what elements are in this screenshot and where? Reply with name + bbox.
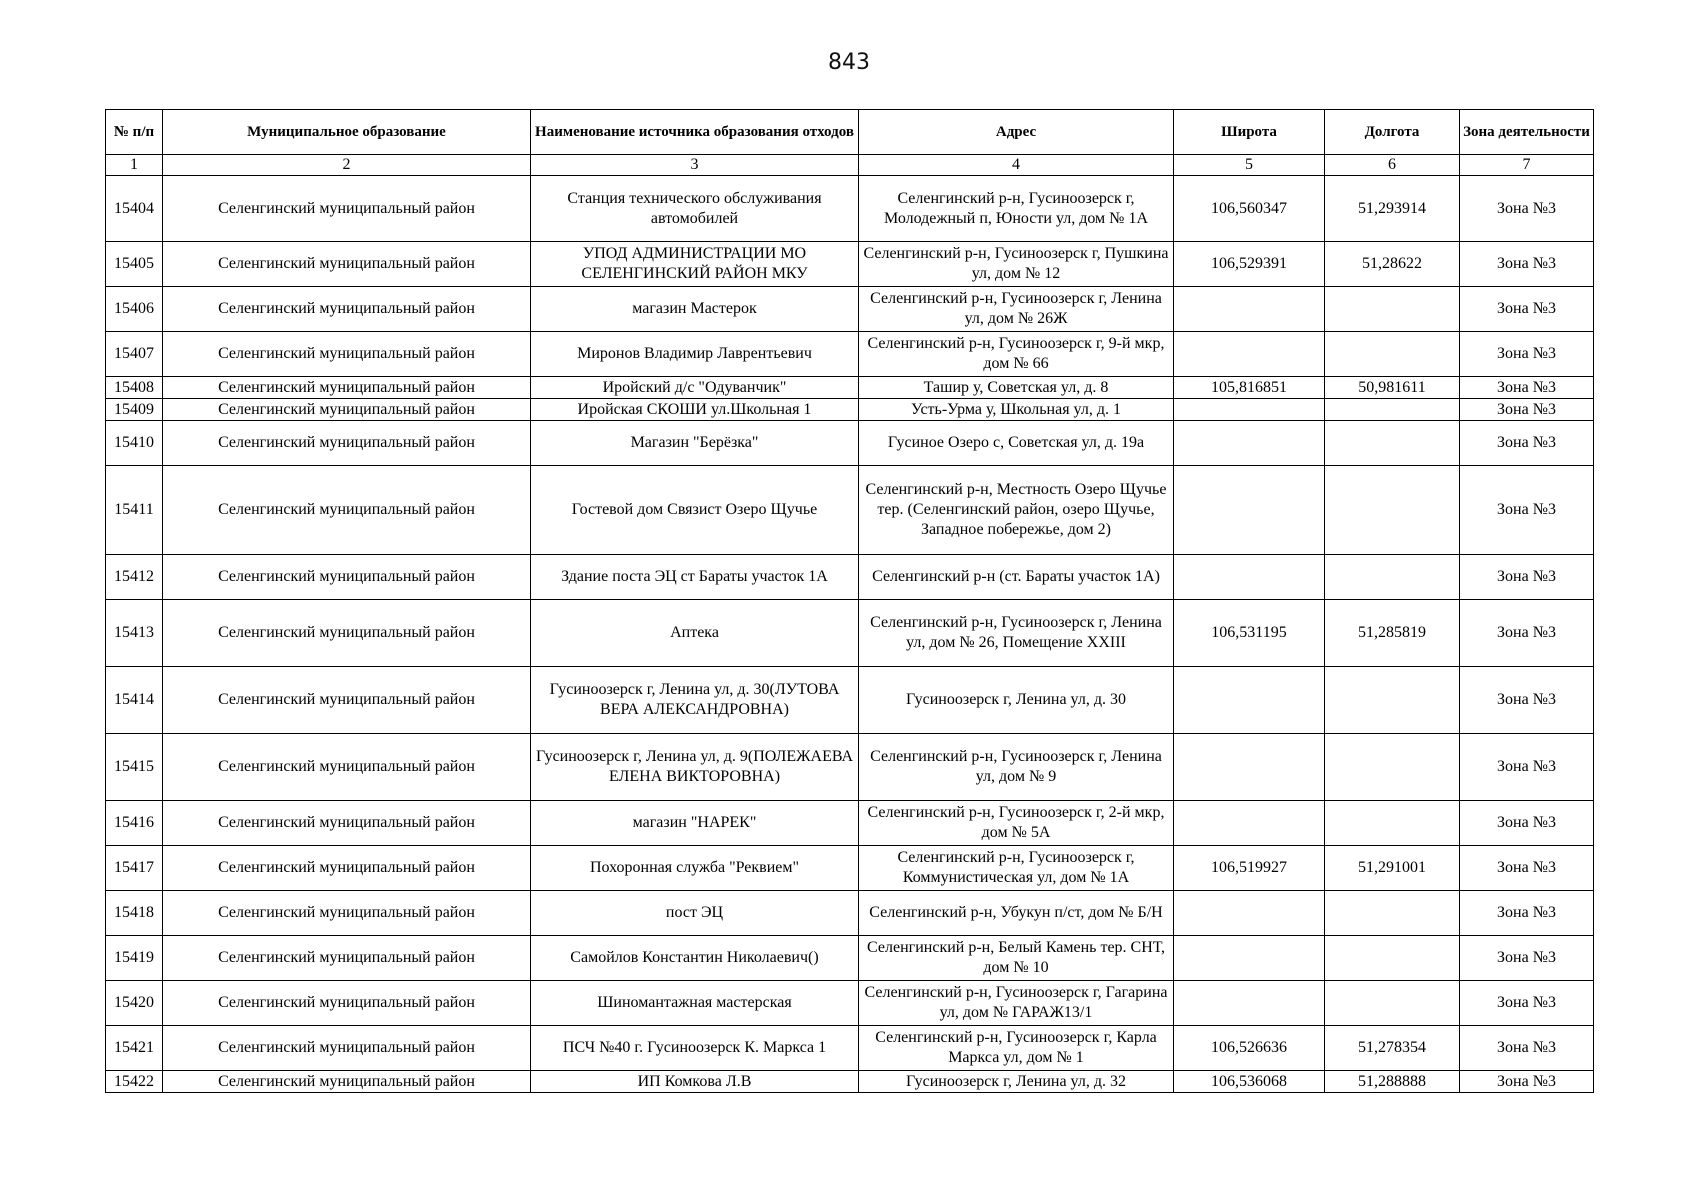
column-number: 3 (531, 155, 859, 176)
latitude-cell (1174, 466, 1325, 555)
address-cell: Селенгинский р-н, Гусиноозерск г, Гагарина ул, дом № ГАРАЖ13/1 (859, 981, 1174, 1026)
municipality-cell: Селенгинский муниципальный район (163, 801, 531, 846)
table-row (106, 555, 1594, 600)
table-row (106, 734, 1594, 801)
column-numbers-row (106, 155, 1594, 176)
municipality-cell: Селенгинский муниципальный район (163, 287, 531, 332)
municipality-cell: Селенгинский муниципальный район (163, 734, 531, 801)
longitude-cell (1325, 936, 1460, 981)
column-number: 6 (1325, 155, 1460, 176)
column-number: 1 (106, 155, 163, 176)
latitude-cell: 106,529391 (1174, 242, 1325, 287)
table-row (106, 176, 1594, 242)
source-name-cell: Иройский д/с "Одуванчик" (531, 377, 859, 399)
municipality-cell: Селенгинский муниципальный район (163, 421, 531, 466)
source-name-cell: Похоронная служба "Реквием" (531, 846, 859, 891)
municipality-cell: Селенгинский муниципальный район (163, 377, 531, 399)
longitude-cell: 51,293914 (1325, 176, 1460, 242)
latitude-cell: 106,519927 (1174, 846, 1325, 891)
longitude-cell (1325, 981, 1460, 1026)
zone-cell: Зона №3 (1460, 399, 1594, 421)
zone-cell: Зона №3 (1460, 936, 1594, 981)
address-cell: Селенгинский р-н (ст. Бараты участок 1А) (859, 555, 1174, 600)
address-cell: Селенгинский р-н, Гусиноозерск г, Карла Маркса ул, дом № 1 (859, 1026, 1174, 1071)
row-number: 15405 (106, 242, 163, 287)
column-number: 2 (163, 155, 531, 176)
latitude-cell (1174, 667, 1325, 734)
latitude-cell (1174, 287, 1325, 332)
row-number: 15411 (106, 466, 163, 555)
longitude-cell (1325, 287, 1460, 332)
municipality-cell: Селенгинский муниципальный район (163, 600, 531, 667)
header-zone: Зона деятельности (1460, 110, 1594, 155)
zone-cell: Зона №3 (1460, 332, 1594, 377)
zone-cell: Зона №3 (1460, 981, 1594, 1026)
source-name-cell: Миронов Владимир Лаврентьевич (531, 332, 859, 377)
source-name-cell: Гусиноозерск г, Ленина ул, д. 9(ПОЛЕЖАЕВА ЕЛЕНА ВИКТОРОВНА) (531, 734, 859, 801)
table-row (106, 466, 1594, 555)
longitude-cell (1325, 891, 1460, 936)
table-row (106, 801, 1594, 846)
municipality-cell: Селенгинский муниципальный район (163, 332, 531, 377)
zone-cell: Зона №3 (1460, 1026, 1594, 1071)
source-name-cell: Иройская СКОШИ ул.Школьная 1 (531, 399, 859, 421)
address-cell: Селенгинский р-н, Гусиноозерск г, Ленина ул, дом № 9 (859, 734, 1174, 801)
address-cell: Селенгинский р-н, Гусиноозерск г, Ленина ул, дом № 26Ж (859, 287, 1174, 332)
header-source: Наименование источника образования отходов (531, 110, 859, 155)
zone-cell: Зона №3 (1460, 667, 1594, 734)
latitude-cell: 105,816851 (1174, 377, 1325, 399)
zone-cell: Зона №3 (1460, 176, 1594, 242)
latitude-cell (1174, 801, 1325, 846)
address-cell: Гусиное Озеро с, Советская ул, д. 19а (859, 421, 1174, 466)
latitude-cell (1174, 936, 1325, 981)
row-number: 15413 (106, 600, 163, 667)
longitude-cell: 51,288888 (1325, 1071, 1460, 1093)
source-name-cell: Здание поста ЭЦ ст Бараты участок 1А (531, 555, 859, 600)
address-cell: Усть-Урма у, Школьная ул, д. 1 (859, 399, 1174, 421)
zone-cell: Зона №3 (1460, 242, 1594, 287)
municipality-cell: Селенгинский муниципальный район (163, 242, 531, 287)
longitude-cell (1325, 667, 1460, 734)
row-number: 15409 (106, 399, 163, 421)
column-number: 7 (1460, 155, 1594, 176)
row-number: 15412 (106, 555, 163, 600)
table-row (106, 981, 1594, 1026)
source-name-cell: Аптека (531, 600, 859, 667)
table-row (106, 421, 1594, 466)
source-name-cell: Гусиноозерск г, Ленина ул, д. 30(ЛУТОВА ВЕРА АЛЕКСАНДРОВНА) (531, 667, 859, 734)
page-number: 843 (828, 50, 870, 75)
source-name-cell: Гостевой дом Связист Озеро Щучье (531, 466, 859, 555)
municipality-cell: Селенгинский муниципальный район (163, 891, 531, 936)
source-name-cell: Шиномантажная мастерская (531, 981, 859, 1026)
latitude-cell (1174, 332, 1325, 377)
longitude-cell (1325, 801, 1460, 846)
table-row (106, 891, 1594, 936)
waste-sources-table (105, 109, 1594, 1093)
address-cell: Селенгинский р-н, Белый Камень тер. СНТ, дом № 10 (859, 936, 1174, 981)
address-cell: Селенгинский р-н, Гусиноозерск г, Молодежный п, Юности ул, дом № 1А (859, 176, 1174, 242)
longitude-cell (1325, 555, 1460, 600)
header-longitude: Долгота (1325, 110, 1460, 155)
row-number: 15408 (106, 377, 163, 399)
column-number: 4 (859, 155, 1174, 176)
address-cell: Селенгинский р-н, Гусиноозерск г, Ленина ул, дом № 26, Помещение XXIII (859, 600, 1174, 667)
longitude-cell: 51,28622 (1325, 242, 1460, 287)
longitude-cell (1325, 421, 1460, 466)
header-latitude: Широта (1174, 110, 1325, 155)
zone-cell: Зона №3 (1460, 466, 1594, 555)
row-number: 15417 (106, 846, 163, 891)
header-num: № п/п (106, 110, 163, 155)
header-row (106, 110, 1594, 155)
longitude-cell (1325, 332, 1460, 377)
source-name-cell: магазин Мастерок (531, 287, 859, 332)
latitude-cell (1174, 421, 1325, 466)
municipality-cell: Селенгинский муниципальный район (163, 399, 531, 421)
longitude-cell: 51,291001 (1325, 846, 1460, 891)
table-row (106, 399, 1594, 421)
municipality-cell: Селенгинский муниципальный район (163, 1026, 531, 1071)
longitude-cell: 51,278354 (1325, 1026, 1460, 1071)
table-row (106, 1026, 1594, 1071)
address-cell: Гусиноозерск г, Ленина ул, д. 32 (859, 1071, 1174, 1093)
source-name-cell: Самойлов Константин Николаевич() (531, 936, 859, 981)
longitude-cell (1325, 399, 1460, 421)
address-cell: Селенгинский р-н, Местность Озеро Щучье тер. (Селенгинский район, озеро Щучье, Западное побережье, дом 2) (859, 466, 1174, 555)
row-number: 15422 (106, 1071, 163, 1093)
address-cell: Селенгинский р-н, Убукун п/ст, дом № Б/Н (859, 891, 1174, 936)
zone-cell: Зона №3 (1460, 734, 1594, 801)
row-number: 15414 (106, 667, 163, 734)
zone-cell: Зона №3 (1460, 600, 1594, 667)
row-number: 15421 (106, 1026, 163, 1071)
source-name-cell: ИП Комкова Л.В (531, 1071, 859, 1093)
longitude-cell (1325, 734, 1460, 801)
header-municipality: Муниципальное образование (163, 110, 531, 155)
table-row (106, 377, 1594, 399)
municipality-cell: Селенгинский муниципальный район (163, 981, 531, 1026)
table-body (106, 176, 1594, 1093)
table-row (106, 846, 1594, 891)
zone-cell: Зона №3 (1460, 377, 1594, 399)
row-number: 15410 (106, 421, 163, 466)
row-number: 15404 (106, 176, 163, 242)
latitude-cell (1174, 891, 1325, 936)
table-row (106, 936, 1594, 981)
address-cell: Селенгинский р-н, Гусиноозерск г, 2-й мкр, дом № 5А (859, 801, 1174, 846)
address-cell: Селенгинский р-н, Гусиноозерск г, Коммунистическая ул, дом № 1А (859, 846, 1174, 891)
row-number: 15416 (106, 801, 163, 846)
municipality-cell: Селенгинский муниципальный район (163, 466, 531, 555)
latitude-cell: 106,526636 (1174, 1026, 1325, 1071)
zone-cell: Зона №3 (1460, 891, 1594, 936)
table-row (106, 287, 1594, 332)
row-number: 15418 (106, 891, 163, 936)
address-cell: Гусиноозерск г, Ленина ул, д. 30 (859, 667, 1174, 734)
zone-cell: Зона №3 (1460, 555, 1594, 600)
address-cell: Ташир у, Советская ул, д. 8 (859, 377, 1174, 399)
row-number: 15415 (106, 734, 163, 801)
header-address: Адрес (859, 110, 1174, 155)
longitude-cell (1325, 466, 1460, 555)
latitude-cell: 106,536068 (1174, 1071, 1325, 1093)
latitude-cell (1174, 555, 1325, 600)
municipality-cell: Селенгинский муниципальный район (163, 936, 531, 981)
municipality-cell: Селенгинский муниципальный район (163, 1071, 531, 1093)
zone-cell: Зона №3 (1460, 1071, 1594, 1093)
source-name-cell: УПОД АДМИНИСТРАЦИИ МО СЕЛЕНГИНСКИЙ РАЙОН МКУ (531, 242, 859, 287)
municipality-cell: Селенгинский муниципальный район (163, 846, 531, 891)
source-name-cell: пост ЭЦ (531, 891, 859, 936)
source-name-cell: Магазин "Берёзка" (531, 421, 859, 466)
row-number: 15407 (106, 332, 163, 377)
longitude-cell: 50,981611 (1325, 377, 1460, 399)
source-name-cell: Станция технического обслуживания автомобилей (531, 176, 859, 242)
latitude-cell (1174, 981, 1325, 1026)
row-number: 15406 (106, 287, 163, 332)
table-row (106, 332, 1594, 377)
municipality-cell: Селенгинский муниципальный район (163, 176, 531, 242)
source-name-cell: ПСЧ №40 г. Гусиноозерск К. Маркса 1 (531, 1026, 859, 1071)
zone-cell: Зона №3 (1460, 421, 1594, 466)
zone-cell: Зона №3 (1460, 846, 1594, 891)
latitude-cell: 106,531195 (1174, 600, 1325, 667)
address-cell: Селенгинский р-н, Гусиноозерск г, Пушкина ул, дом № 12 (859, 242, 1174, 287)
municipality-cell: Селенгинский муниципальный район (163, 667, 531, 734)
table-row (106, 1071, 1594, 1093)
latitude-cell: 106,560347 (1174, 176, 1325, 242)
latitude-cell (1174, 399, 1325, 421)
table-row (106, 600, 1594, 667)
zone-cell: Зона №3 (1460, 801, 1594, 846)
table-row (106, 242, 1594, 287)
latitude-cell (1174, 734, 1325, 801)
zone-cell: Зона №3 (1460, 287, 1594, 332)
table-row (106, 667, 1594, 734)
row-number: 15420 (106, 981, 163, 1026)
address-cell: Селенгинский р-н, Гусиноозерск г, 9-й мкр, дом № 66 (859, 332, 1174, 377)
row-number: 15419 (106, 936, 163, 981)
longitude-cell: 51,285819 (1325, 600, 1460, 667)
source-name-cell: магазин "НАРЕК" (531, 801, 859, 846)
municipality-cell: Селенгинский муниципальный район (163, 555, 531, 600)
column-number: 5 (1174, 155, 1325, 176)
